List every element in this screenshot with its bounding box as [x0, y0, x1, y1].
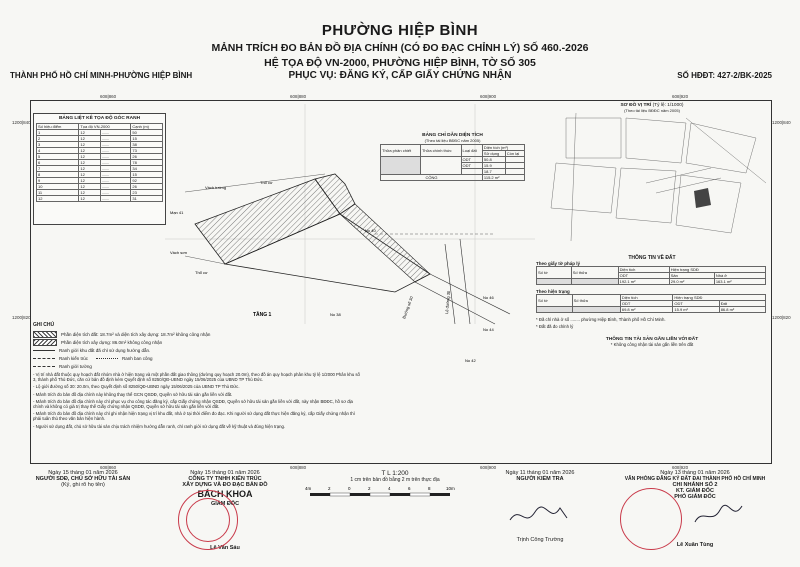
table-cell: ....... — [100, 166, 131, 172]
scale-segment — [310, 493, 330, 496]
right-note: * Đất đã đo chỉnh lý — [536, 324, 574, 329]
col-subheader: ODT — [618, 273, 669, 279]
location-sketch — [536, 113, 768, 241]
road-label: Lê đường 30 — [444, 290, 452, 315]
col-subheader: Sử dụng — [482, 151, 505, 157]
coordinate-table-title: BẢNG LIỆT KÊ TỌA ĐỘ GÓC RANH — [58, 116, 141, 121]
footer-name: Trịnh Công Trường — [516, 537, 564, 543]
col-header: Loại đất — [461, 145, 482, 157]
table-cell: 12 — [79, 172, 100, 178]
map-label: Thổ cư — [195, 270, 208, 275]
footer-owner — [18, 470, 148, 488]
col-header: Số thửa — [572, 295, 620, 307]
col-header: Diện tích — [620, 295, 673, 301]
table-cell: 12 — [79, 178, 100, 184]
scale-tick: 4m — [305, 486, 312, 491]
contract-number: SỐ HĐĐT: 427-2/BK-2025 — [677, 71, 772, 80]
location-title: SƠ ĐỒ VỊ TRÍ — [620, 103, 652, 108]
col-header: Thửa phân chiết — [381, 145, 421, 157]
table-cell: 10 — [37, 184, 79, 190]
table-cell: 73 — [131, 148, 163, 154]
table-cell: 3 — [37, 142, 79, 148]
table-cell: 12 — [79, 154, 100, 160]
col-header: Số thửa — [571, 267, 618, 279]
scale-segment — [410, 493, 430, 496]
scale-tick: 4 — [388, 486, 391, 491]
coord-tick: 1200|840 — [772, 120, 791, 125]
table-cell: 34 — [131, 166, 163, 172]
asset-line: * Không công nhận tài sản gắn liền trên đất — [610, 342, 694, 347]
city-label: THÀNH PHỐ HỒ CHÍ MINH-PHƯỜNG HIỆP BÌNH — [10, 71, 193, 80]
footer-date: Ngày 11 tháng 01 năm 2026 — [505, 470, 575, 476]
coordinate-table-panel — [33, 113, 166, 225]
col-subheader: Đất — [719, 301, 765, 307]
footer-role: KT. GIÁM ĐỐC — [676, 488, 714, 494]
doc-subtitle: MẢNH TRÍCH ĐO BẢN ĐỒ ĐỊA CHÍNH (CÓ ĐO ĐẠC CHỈNH LÝ) SỐ 460.-2026 — [211, 42, 589, 54]
scale-tick: 6 — [408, 486, 411, 491]
map-label: No 40 — [365, 228, 376, 233]
table-cell: 12 — [79, 130, 100, 136]
footer-name: Lê Xuân Tùng — [676, 542, 714, 548]
col-header: Tọa độ VN-2000 — [79, 124, 131, 130]
footer-org: XÂY DỰNG VÀ ĐO ĐẠC BẢN ĐỒ — [182, 482, 268, 488]
director-signature — [690, 500, 750, 530]
coord-tick: 608|860 — [100, 465, 117, 470]
table-cell: 11 — [37, 190, 79, 196]
table-cell: 9 — [37, 178, 79, 184]
col-header: Cạnh (m) — [131, 124, 163, 130]
col-header: Hiện trạng SDĐ — [669, 267, 765, 273]
scale-bar — [300, 483, 490, 505]
table-cell: 12 — [79, 166, 100, 172]
footer-date: Ngày 13 tháng 01 năm 2026 — [660, 470, 730, 476]
table-cell: 18.7 — [482, 169, 505, 175]
doc-title: PHƯỜNG HIỆP BÌNH — [321, 22, 479, 39]
map-label: No 44 — [483, 327, 494, 332]
table-cell: ....... — [100, 178, 131, 184]
col-subheader: Nhà ở — [714, 273, 765, 279]
table-cell: 1 — [37, 130, 79, 136]
coordinate-table — [36, 123, 163, 202]
table-cell: 5 — [37, 154, 79, 160]
coord-tick: 608|880 — [290, 94, 307, 99]
col-header: Số tờ — [537, 267, 572, 279]
right-note: * Đã chỉ nhà ở số ........ phường Hiệp Bình, Thành phố Hồ Chí Minh. — [536, 317, 666, 322]
table-cell: 38 — [131, 142, 163, 148]
table-cell: 12 — [37, 196, 79, 202]
legend-swatch — [33, 350, 55, 351]
scale-desc: 1 cm trên bản đồ bằng 2 m trên thực địa — [350, 477, 440, 483]
table-cell: 26 — [131, 154, 163, 160]
table-cell: 15 — [131, 136, 163, 142]
footer-date: Ngày 15 tháng 01 năm 2026 — [190, 470, 260, 476]
area-table-panel — [380, 133, 525, 191]
road-label: Đường số 30 — [401, 295, 414, 320]
scale-segment — [350, 493, 370, 496]
scale-tick: 10m — [446, 486, 455, 491]
scale-segment — [430, 493, 450, 496]
location-panel: SƠ ĐỒ VỊ TRÍ (Tỷ lệ: 1/1000) (Theo tài liệu BĐĐC năm 2005) THÔNG TIN VỀ ĐẤT Theo giấy tờ pháp lý Số tờ Số thửa Diện tích Hiện trạng SDĐ ODT Sân Nhà ở 192.1 m² 29.0 m² 163.1 m² Theo hiện trạng Số tờ Số thửa Diện tích Hiện trạng SDĐ ODT ODT Đất 69.8 m² 15.9 m² 86.8 m² * Đã chỉ nhà ở số ........ phường Hiệp Bình, Thành phố Hồ Chí Minh. * Đất đã đo chỉnh lý THÔNG TIN TÀI SẢN GẮN LIỀN VỚI ĐẤT * Không công nhận tài sản gắn liền trên đất — [536, 103, 768, 443]
legend-note: - Người sử dụng đất, chủ sở hữu tài sản chịu trách nhiệm hướng dẫn ranh, chỉ ranh giới sử dụng đất về kỹ thuật và đúng hiện trạng. — [33, 423, 286, 429]
table-cell: ....... — [100, 160, 131, 166]
table-cell: CỘNG — [381, 175, 483, 181]
table-cell: ....... — [100, 190, 131, 196]
coord-tick: 608|920 — [672, 94, 689, 99]
map-label: Mạn 41 — [170, 210, 184, 215]
legend-panel — [33, 322, 363, 460]
table-cell: 7 — [37, 166, 79, 172]
table-cell: 15 — [131, 172, 163, 178]
table-cell: 12 — [79, 196, 100, 202]
location-scale: (Tỷ lệ: 1/1000) — [652, 103, 684, 108]
table-cell: ODT — [461, 157, 482, 163]
plot-annex — [340, 204, 430, 282]
area-table-subtitle: (Theo tài liệu BĐĐC năm 2005) — [424, 138, 481, 143]
table-cell: ....... — [100, 184, 131, 190]
coord-tick: 1200|820 — [772, 315, 791, 320]
legend-note: - Lộ giới đường số 30: 20.0m, theo Quyết định số 8250/QĐ-UBND ngày 15/06/2025 của UBND TP Thủ Đức. — [33, 384, 240, 390]
footer-sub: (Ký, ghi rõ họ tên) — [61, 482, 105, 488]
map-label: TẦNG 1 — [253, 312, 272, 318]
table-cell: ....... — [100, 136, 131, 142]
legend-swatch — [33, 366, 55, 367]
scale-tick: 2 — [368, 486, 371, 491]
table-cell: ....... — [100, 142, 131, 148]
table-cell: ....... — [100, 148, 131, 154]
legend-item: Ranh giới khu đất đã chỉ sử dụng hướng dẫn. — [59, 347, 151, 353]
scale-segment — [390, 493, 410, 496]
table-cell: 78 — [131, 160, 163, 166]
table-row — [37, 196, 163, 202]
col-header: Số tờ — [537, 295, 573, 307]
coord-tick: 608|880 — [290, 465, 307, 470]
table-cell: 15.9 — [482, 163, 505, 169]
info1-table — [536, 266, 766, 285]
map-label: No 38 — [330, 312, 341, 317]
table-cell: 23 — [131, 190, 163, 196]
table-cell: 92 — [131, 178, 163, 184]
coord-tick: 608|920 — [672, 465, 689, 470]
coord-tick: 608|900 — [480, 465, 497, 470]
table-cell: 6 — [37, 160, 79, 166]
footer-org: CHI NHÁNH SỐ 2 — [672, 482, 718, 488]
footer-role: PHÓ GIÁM ĐỐC — [674, 494, 716, 500]
legend-item: Phần diện tích đất: 18.7m² và diện tích xây dựng: 18.7m² không công nhận — [61, 331, 211, 337]
map-label: No 46 — [483, 295, 494, 300]
legend-swatch — [33, 331, 57, 338]
table-cell: 2 — [37, 136, 79, 142]
table-cell: ODT — [461, 163, 482, 169]
area-table-title: BẢNG CHỈ DẪN DIỆN TÍCH — [422, 133, 483, 138]
coord-tick: 1200|840 — [12, 120, 31, 125]
scale-tick: 8 — [428, 486, 431, 491]
legend-note: - Mảnh trích đo bản đồ địa chính này chỉ ghi nhận hiện trạng vị trí khu đất, nhà ở tại thời điểm đo đạc. Khi người sử dụng đất thực hiện đăng ký, cấp Giấy chứng nhận thì phải tuân thủ theo văn bản hiện hành. — [33, 411, 355, 422]
table-cell: 69.8 m² — [620, 307, 673, 313]
legend-title: GHI CHÚ — [33, 322, 55, 328]
table-cell: 192.1 m² — [618, 279, 669, 285]
map-label: Vách tường — [205, 185, 227, 190]
scale-segment — [330, 493, 350, 496]
col-header: Diện tích (m²) — [482, 145, 524, 151]
doc-purpose: PHỤC VỤ: ĐĂNG KÝ, CẤP GIẤY CHỨNG NHẬN — [288, 70, 512, 81]
table-cell: ....... — [100, 196, 131, 202]
footer-org: CÔNG TY TNHH KIẾN TRÚC — [188, 476, 262, 482]
footer-role: NGƯỜI KIỂM TRA — [516, 476, 564, 482]
scale-tick: 0 — [348, 486, 351, 491]
table-cell: 86.8 m² — [719, 307, 765, 313]
scale-ratio: T L 1:200 — [381, 470, 409, 477]
table-cell: 12 — [79, 148, 100, 154]
location-plot-marker — [694, 188, 711, 208]
table-cell: ....... — [100, 154, 131, 160]
legend-item: Ranh kiến trúc — [59, 355, 89, 361]
info2-title: Theo hiện trạng — [536, 289, 570, 294]
map-label: Vách sơn — [170, 250, 188, 255]
table-cell: 12 — [79, 184, 100, 190]
legend-note: - Vị trí nhà đất thuộc quy hoạch đất nhóm nhà ở hiện trạng và một phần đất giao thông (đường quy hoạch 20.0m), theo đồ án quy hoạch phân khu tỷ lệ 1/2000 Phân khu số 3, thành phố Thủ Đức, căn cứ bản đồ định kèm Quyết định số 8250/QĐ-UBND ngày 15/06/2025 của UBND TP Thủ Đức. — [33, 372, 360, 383]
legend-swatch — [96, 358, 118, 359]
plot-hatched — [195, 179, 340, 264]
legend-swatch — [33, 339, 57, 346]
scale-tick: 2 — [328, 486, 331, 491]
col-subheader: Còn lại — [505, 151, 524, 157]
legend-item: Phần diện tích xây dựng: 86.0m² không công nhận — [61, 339, 163, 345]
table-cell: 31 — [131, 196, 163, 202]
map-label: Thổ cư — [260, 180, 273, 185]
legend-item: Ranh giới tường — [59, 363, 92, 369]
col-header: Diện tích — [618, 267, 669, 273]
col-subheader: ODT — [620, 301, 673, 307]
table-cell: 12 — [79, 190, 100, 196]
area-table — [380, 144, 525, 181]
col-header: Hiện trạng SDĐ — [673, 295, 766, 301]
office-stamp — [620, 488, 682, 550]
doc-coord-system: HỆ TỌA ĐỘ VN-2000, PHƯỜNG HIỆP BÌNH, TỜ SỐ 305 — [264, 57, 536, 69]
info2-table — [536, 294, 766, 313]
inspector-signature — [505, 500, 575, 530]
info1-title: Theo giấy tờ pháp lý — [536, 261, 580, 266]
col-subheader: Sân — [669, 273, 714, 279]
legend-note: - Mảnh trích đo bản đồ địa chính này không thay thế GCN QSDĐ, Quyền sở hữu tài sản gắn liền với đất. — [33, 391, 233, 397]
company-stamp-inner — [186, 498, 230, 542]
scale-segment — [370, 493, 390, 496]
table-cell: 12 — [79, 142, 100, 148]
legend-item: Ranh ban công — [122, 355, 153, 361]
table-cell: ....... — [100, 130, 131, 136]
footer-role: GIÁM ĐỐC — [210, 501, 240, 507]
legend-swatch — [33, 358, 55, 359]
table-cell: 12 — [79, 160, 100, 166]
table-cell: 50 — [131, 130, 163, 136]
table-cell: 26 — [131, 184, 163, 190]
asset-title: THÔNG TIN TÀI SẢN GẮN LIỀN VỚI ĐẤT — [605, 337, 699, 342]
col-header: Số hiệu điểm — [37, 124, 79, 130]
footer-name: Lê Văn Sáu — [210, 545, 240, 551]
col-header: Thửa chính thức — [420, 145, 461, 157]
table-cell: ....... — [100, 172, 131, 178]
coord-tick: 608|900 — [480, 94, 497, 99]
table-cell: 29.0 m² — [669, 279, 714, 285]
footer-org: VĂN PHÒNG ĐĂNG KÝ ĐẤT ĐAI THÀNH PHỐ HỒ CHÍ MINH — [624, 476, 766, 482]
footer-date: Ngày 15 tháng 01 năm 2026 — [48, 470, 118, 476]
table-cell: 50.8 — [482, 157, 505, 163]
coord-tick: 1200|820 — [12, 315, 31, 320]
table-cell: 12 — [79, 136, 100, 142]
table-cell: 8 — [37, 172, 79, 178]
legend-note: - Mảnh trích đo bản đồ địa chính này chỉ phục vụ cho công tác đăng ký, cấp Giấy chứng nhận QSDĐ, Quyền sở hữu tài sản gắn liền với đất, này nhận BĐĐC, hồ sơ địa chính và không có giá trị thay thế Giấy chứng nhận QSDĐ, Quyền sở hữu tài sản gắn liền với đất. — [33, 398, 353, 410]
footer-org: BÁCH KHOA — [197, 489, 253, 499]
table-cell: 115.2 m² — [482, 175, 524, 181]
table-cell: 163.1 m² — [714, 279, 765, 285]
footer-role: NGƯỜI SDĐ, CHỦ SỞ HỮU TÀI SẢN — [35, 476, 131, 482]
col-subheader: ODT — [673, 301, 719, 307]
map-label: No 42 — [465, 358, 476, 363]
footer-scale — [300, 470, 490, 507]
location-subtitle: (Theo tài liệu BĐĐC năm 2005) — [624, 108, 680, 113]
coord-tick: 608|860 — [100, 94, 117, 99]
table-cell: 15.9 m² — [673, 307, 719, 313]
table-cell: 4 — [37, 148, 79, 154]
